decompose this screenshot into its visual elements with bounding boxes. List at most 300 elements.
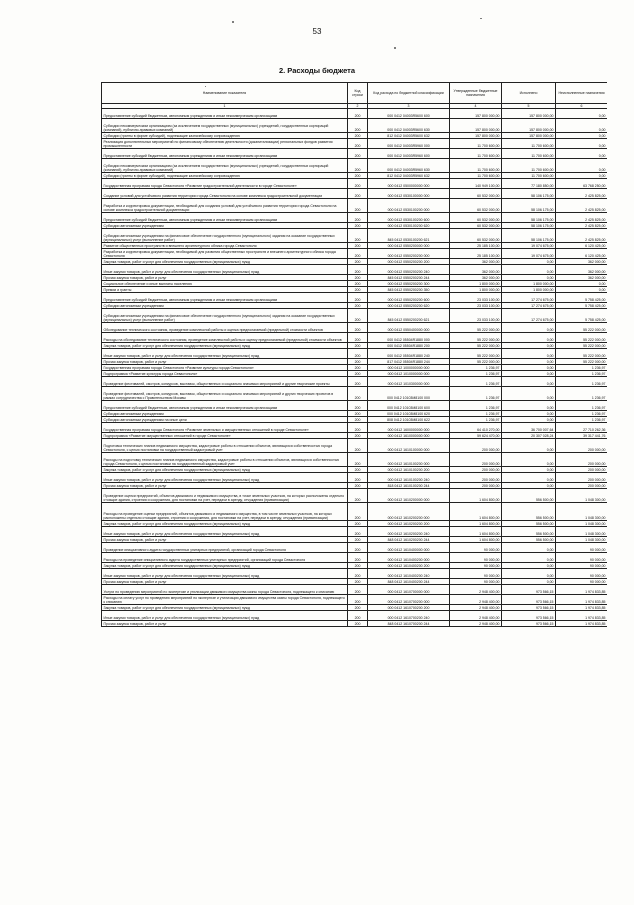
row-classification-cell: 000 0412 05504R1880 000 [368, 333, 450, 343]
header-approved: Утвержденные бюджетные назначения [450, 83, 502, 104]
row-executed-cell: 973 566,15 [502, 595, 556, 605]
row-approved-cell: 55 222 000,00 [450, 349, 502, 359]
row-name-cell: Субсидии автономным учреждениям на финансовое обеспечение государственного (муниципального) задания на оказание государственных (муниципальных) услуг (выполнение работ) [102, 229, 348, 243]
table-row [102, 423, 608, 433]
row-code-cell: 200 [348, 473, 368, 483]
row-name-cell: Обследование технического состояния, проведение комплексной работы и оценка предполагаемой (предельной) стоимости объектов [102, 323, 348, 333]
row-code-cell: 200 [348, 483, 368, 489]
row-approved-cell: 1 236,97 [450, 365, 502, 371]
row-approved-cell: 23 033 100,00 [450, 303, 502, 309]
row-classification-cell: 000 0412 04003R5960 630 [368, 159, 450, 173]
row-classification-cell: 000 0412 0550200200 240 [368, 265, 450, 275]
row-approved-cell: 1 604 800,00 [450, 537, 502, 543]
row-remaining-cell: 1 236,97 [556, 417, 608, 423]
table-row [102, 109, 608, 119]
header-code: Код строки [348, 83, 368, 104]
table-row [102, 173, 608, 179]
row-classification-cell: 000 0412 0550200200 600 [368, 293, 450, 303]
row-name-cell: Государственная программа города Севастополя «Развитие земельных и имущественных отношений в городе Севастополе» [102, 423, 348, 433]
table-row [102, 349, 608, 359]
row-approved-cell: 1 236,97 [450, 387, 502, 401]
row-remaining-cell: 1 236,97 [556, 377, 608, 387]
row-name-cell: Прочая закупка товаров, работ и услуг [102, 621, 348, 627]
row-approved-cell: 11 700 600,00 [450, 173, 502, 179]
row-code-cell: 200 [348, 359, 368, 365]
row-approved-cell: 200 000,00 [450, 439, 502, 453]
row-remaining-cell: 2 425 825,00 [556, 223, 608, 229]
row-classification-cell: 000 0412 1610700200 000 [368, 595, 450, 605]
row-classification-cell: 000 0412 04003R5960 000 [368, 139, 450, 149]
row-classification-cell: 812 0412 04003R5600 632 [368, 133, 450, 139]
row-code-cell: 200 [348, 287, 368, 293]
row-remaining-cell: 2 425 825,00 [556, 213, 608, 223]
row-approved-cell: 1 236,97 [450, 377, 502, 387]
row-code-cell: 200 [348, 365, 368, 371]
row-classification-cell: 000 0412 0550200200 200 [368, 259, 450, 265]
table-row [102, 199, 608, 213]
row-executed-cell: 0,00 [502, 371, 556, 377]
row-classification-cell: 845 0412 0530100200 621 [368, 229, 450, 243]
row-executed-cell: 11 700 600,00 [502, 149, 556, 159]
row-executed-cell: 0,00 [502, 569, 556, 579]
row-executed-cell: 0,00 [502, 467, 556, 473]
row-name-cell: Иные закупки товаров, работ и услуг для обеспечения государственных (муниципальных) нужд [102, 527, 348, 537]
row-remaining-cell: 1 974 833,85 [556, 585, 608, 595]
row-name-cell: Закупка товаров, работ и услуг для обеспечения государственных (муниципальных) нужд [102, 605, 348, 611]
row-approved-cell: 200 000,00 [450, 467, 502, 473]
row-executed-cell: 1 800 000,00 [502, 287, 556, 293]
row-approved-cell: 2 948 400,00 [450, 621, 502, 627]
row-executed-cell: 58 106 175,00 [502, 189, 556, 199]
row-name-cell: Прочая закупка товаров, работ и услуг [102, 275, 348, 281]
row-classification-cell: 000 0412 0550200000 000 [368, 243, 450, 249]
row-remaining-cell: 1 048 300,00 [556, 527, 608, 537]
row-approved-cell: 362 000,00 [450, 259, 502, 265]
row-executed-cell: 0,00 [502, 377, 556, 387]
row-classification-cell: 000 0412 0530100200 000 [368, 199, 450, 213]
row-code-cell: 200 [348, 199, 368, 213]
row-name-cell: Разработка и корректировка документации, необходимой для развития общественных пространств и внешнего архитектурного облика города Севастополя [102, 249, 348, 259]
table-row [102, 189, 608, 199]
row-approved-cell: 157 800 000,00 [450, 133, 502, 139]
row-remaining-cell: 55 222 000,00 [556, 323, 608, 333]
row-approved-cell: 1 236,97 [450, 401, 502, 411]
row-executed-cell: 0,00 [502, 439, 556, 453]
row-approved-cell: 1 604 800,00 [450, 489, 502, 503]
row-executed-cell: 0,00 [502, 333, 556, 343]
row-executed-cell: 36 700 007,64 [502, 423, 556, 433]
row-approved-cell: 1 604 800,00 [450, 527, 502, 537]
row-approved-cell: 90 000,00 [450, 569, 502, 579]
table-row [102, 489, 608, 503]
row-name-cell: Закупка товаров, работ и услуг для обеспечения государственных (муниципальных) нужд [102, 343, 348, 349]
row-remaining-cell: 90 000,00 [556, 579, 608, 585]
row-executed-cell: 0,00 [502, 359, 556, 365]
table-row [102, 503, 608, 521]
row-remaining-cell: 362 000,00 [556, 265, 608, 275]
row-classification-cell: 000 0412 05504R1880 240 [368, 349, 450, 359]
row-code-cell: 200 [348, 417, 368, 423]
row-approved-cell: 2 948 400,00 [450, 611, 502, 621]
column-number: 6 [556, 104, 608, 109]
row-executed-cell: 0,00 [502, 323, 556, 333]
row-code-cell: 200 [348, 401, 368, 411]
row-name-cell: Предоставление субсидий бюджетным, автономным учреждениям и иным некоммерческим организациям [102, 109, 348, 119]
row-name-cell: Субсидии (гранты в форме субсидий), подлежащие казначейскому сопровождению [102, 173, 348, 179]
row-remaining-cell: 39 317 441,76 [556, 433, 608, 439]
row-approved-cell: 90 000,00 [450, 543, 502, 553]
scan-speck [394, 47, 396, 49]
row-name-cell: Прочая закупка товаров, работ и услуг [102, 483, 348, 489]
row-classification-cell: 000 0412 04003R5960 600 [368, 149, 450, 159]
row-remaining-cell: 200 000,00 [556, 439, 608, 453]
table-row [102, 387, 608, 401]
row-executed-cell: 0,00 [502, 265, 556, 275]
row-name-cell: Развитие общественных пространств и внешнего архитектурного облика города Севастополя [102, 243, 348, 249]
row-name-cell: Субсидии автономным учреждениям на иные цели [102, 417, 348, 423]
row-code-cell: 200 [348, 139, 368, 149]
row-executed-cell: 0,00 [502, 473, 556, 483]
header-classification: Код расхода по бюджетной классификации [368, 83, 450, 104]
row-name-cell: Субсидии некоммерческим организациям (за исключением государственных (муниципальных) учреждений, государственных корпораций (компаний), публично-правовых компаний) [102, 119, 348, 133]
row-approved-cell: 25 185 100,00 [450, 243, 502, 249]
row-executed-cell: 58 106 175,00 [502, 213, 556, 223]
table-row [102, 149, 608, 159]
row-remaining-cell: 200 000,00 [556, 473, 608, 483]
row-remaining-cell: 0,00 [556, 119, 608, 133]
table-row [102, 213, 608, 223]
row-approved-cell: 55 222 000,00 [450, 359, 502, 365]
row-code-cell: 200 [348, 149, 368, 159]
row-executed-cell: 0,00 [502, 453, 556, 467]
row-executed-cell: 973 566,15 [502, 605, 556, 611]
row-code-cell: 200 [348, 537, 368, 543]
row-classification-cell: 845 0412 0550200200 244 [368, 275, 450, 281]
row-classification-cell: 000 0412 0530100200 600 [368, 213, 450, 223]
row-name-cell: Проведение фестивалей, смотров, конкурсов, выставок, общественных и социально значимых мероприятий и другие творческие проекты [102, 377, 348, 387]
table-row [102, 333, 608, 343]
row-classification-cell: 000 0412 1610700000 000 [368, 585, 450, 595]
table-row [102, 133, 608, 139]
row-executed-cell: 973 566,15 [502, 611, 556, 621]
row-code-cell: 200 [348, 439, 368, 453]
table-row [102, 595, 608, 605]
row-classification-cell: 000 0412 0530100200 620 [368, 223, 450, 229]
row-classification-cell: 000 0412 0550200200 620 [368, 303, 450, 309]
row-name-cell: Услуги по проведению мероприятий по экспертизе и утилизации движимого имущества казны города Севастополя, подлежащего к списанию [102, 585, 348, 595]
row-approved-cell: 55 222 000,00 [450, 323, 502, 333]
row-name-cell: Иные закупки товаров, работ и услуг для обеспечения государственных (муниципальных) нужд [102, 569, 348, 579]
row-name-cell: Разработка и корректировка документации, необходимой для создания условий для устойчивого развития территории города Севастополя на основе комплекса градостроительной документации [102, 199, 348, 213]
row-remaining-cell: 90 000,00 [556, 543, 608, 553]
row-classification-cell: 000 0412 04003R5600 600 [368, 109, 450, 119]
row-executed-cell: 0,00 [502, 349, 556, 359]
row-remaining-cell: 1 974 833,85 [556, 621, 608, 627]
row-approved-cell: 11 700 600,00 [450, 149, 502, 159]
table-row [102, 293, 608, 303]
table-row [102, 265, 608, 275]
row-approved-cell: 1 604 800,00 [450, 503, 502, 521]
row-executed-cell: 19 074 675,00 [502, 243, 556, 249]
row-executed-cell: 58 106 175,00 [502, 199, 556, 213]
row-executed-cell: 17 274 675,00 [502, 309, 556, 323]
row-name-cell: Предоставление субсидий бюджетным, автономным учреждениям и иным некоммерческим организациям [102, 401, 348, 411]
row-executed-cell: 19 074 675,00 [502, 249, 556, 259]
row-code-cell: 200 [348, 621, 368, 627]
row-remaining-cell: 1 048 300,00 [556, 489, 608, 503]
row-classification-cell: 817 0412 05504R1880 244 [368, 359, 450, 365]
row-remaining-cell: 55 222 000,00 [556, 349, 608, 359]
row-remaining-cell: 1 236,97 [556, 401, 608, 411]
row-classification-cell: 000 0412 1610100200 200 [368, 467, 450, 473]
row-remaining-cell: 0,00 [556, 133, 608, 139]
row-executed-cell: 556 500,00 [502, 527, 556, 537]
row-classification-cell: 000 0412 10103M8100 600 [368, 401, 450, 411]
row-code-cell: 200 [348, 275, 368, 281]
table-row [102, 309, 608, 323]
row-executed-cell: 0,00 [502, 563, 556, 569]
row-classification-cell: 000 0412 1610200200 000 [368, 503, 450, 521]
row-name-cell: Субсидии некоммерческим организациям (за исключением государственных (муниципальных) учреждений, государственных корпораций (компаний), публично-правовых компаний) [102, 159, 348, 173]
row-remaining-cell: 0,00 [556, 173, 608, 179]
row-code-cell: 200 [348, 543, 368, 553]
row-executed-cell: 20 307 028,24 [502, 433, 556, 439]
row-classification-cell: 000 0412 1610700200 200 [368, 605, 450, 611]
row-remaining-cell: 1 236,97 [556, 365, 608, 371]
row-approved-cell: 23 033 100,00 [450, 309, 502, 323]
table-row [102, 323, 608, 333]
table-row [102, 569, 608, 579]
row-executed-cell: 0,00 [502, 417, 556, 423]
row-executed-cell: 556 500,00 [502, 537, 556, 543]
row-code-cell: 200 [348, 371, 368, 377]
row-code-cell: 200 [348, 503, 368, 521]
page-number: 53 [312, 27, 322, 36]
table-row [102, 621, 608, 627]
row-classification-cell: 000 0412 1610100200 000 [368, 453, 450, 467]
row-name-cell: Социальное обеспечение и иные выплаты населению [102, 281, 348, 287]
table-row [102, 453, 608, 467]
column-number: 4 [450, 104, 502, 109]
table-row [102, 527, 608, 537]
row-executed-cell: 0,00 [502, 275, 556, 281]
row-code-cell: 200 [348, 303, 368, 309]
row-classification-cell: 000 0412 1610400200 000 [368, 553, 450, 563]
budget-expenses-table [101, 82, 607, 627]
row-code-cell: 200 [348, 333, 368, 343]
row-classification-cell: 000 0412 1610700200 240 [368, 611, 450, 621]
row-remaining-cell: 90 000,00 [556, 563, 608, 569]
table-row [102, 243, 608, 249]
row-executed-cell: 0,00 [502, 365, 556, 371]
row-remaining-cell: 5 758 425,00 [556, 309, 608, 323]
table-row [102, 433, 608, 439]
row-executed-cell: 556 500,00 [502, 503, 556, 521]
row-approved-cell: 90 000,00 [450, 553, 502, 563]
row-approved-cell: 11 700 600,00 [450, 139, 502, 149]
row-executed-cell: 17 274 675,00 [502, 293, 556, 303]
row-approved-cell: 60 532 000,00 [450, 213, 502, 223]
row-code-cell: 200 [348, 309, 368, 323]
row-code-cell: 200 [348, 585, 368, 595]
column-number: 5 [502, 104, 556, 109]
row-remaining-cell: 1 236,97 [556, 387, 608, 401]
row-executed-cell: 0,00 [502, 543, 556, 553]
row-classification-cell: 000 0412 0530100000 000 [368, 189, 450, 199]
scan-speck [480, 18, 482, 19]
row-classification-cell: 000 0412 04003R5600 630 [368, 119, 450, 133]
row-executed-cell: 77 180 850,00 [502, 179, 556, 189]
row-code-cell: 200 [348, 173, 368, 179]
row-approved-cell: 60 532 000,00 [450, 223, 502, 229]
row-name-cell: Субсидии (гранты в форме субсидий), подлежащие казначейскому сопровождению [102, 133, 348, 139]
row-approved-cell: 90 000,00 [450, 563, 502, 569]
row-approved-cell: 55 222 000,00 [450, 343, 502, 349]
row-classification-cell: 812 0412 04003R5960 632 [368, 173, 450, 179]
row-name-cell: Расходы на подготовку технических планов недвижимого имущества, кадастровые работы в отношении объектов, являющихся собственностью города Севастополя, с целью постановки на государственный кадастровый учет [102, 453, 348, 467]
row-approved-cell: 2 948 400,00 [450, 585, 502, 595]
row-remaining-cell: 362 000,00 [556, 259, 608, 265]
row-name-cell: Закупка товаров, работ и услуг для обеспечения государственных (муниципальных) нужд [102, 563, 348, 569]
row-executed-cell: 157 800 000,00 [502, 133, 556, 139]
table-row [102, 229, 608, 243]
row-remaining-cell: 2 425 825,00 [556, 229, 608, 243]
row-code-cell: 200 [348, 259, 368, 265]
row-approved-cell: 1 800 000,00 [450, 287, 502, 293]
row-remaining-cell: 6 120 425,00 [556, 243, 608, 249]
table-row [102, 401, 608, 411]
row-code-cell: 200 [348, 133, 368, 139]
table-row [102, 553, 608, 563]
row-remaining-cell: 1 974 833,85 [556, 611, 608, 621]
row-remaining-cell: 1 048 300,00 [556, 537, 608, 543]
row-code-cell: 200 [348, 349, 368, 359]
row-remaining-cell: 63 768 250,00 [556, 179, 608, 189]
row-name-cell: Государственная программа города Севастополя «Развитие культуры города Севастополя» [102, 365, 348, 371]
row-remaining-cell: 55 222 000,00 [556, 333, 608, 343]
row-remaining-cell: 2 425 825,00 [556, 199, 608, 213]
row-code-cell: 200 [348, 159, 368, 173]
row-executed-cell: 556 500,00 [502, 489, 556, 503]
table-row [102, 159, 608, 173]
row-code-cell: 200 [348, 579, 368, 585]
row-name-cell: Прочая закупка товаров, работ и услуг [102, 579, 348, 585]
table-row [102, 611, 608, 621]
column-number: 3 [368, 104, 450, 109]
row-name-cell: Предоставление субсидий бюджетным, автономным учреждениям и иным некоммерческим организациям [102, 293, 348, 303]
table-row [102, 585, 608, 595]
row-name-cell: Реализация дополнительных мероприятий по финансовому обеспечению деятельности (докапитализации) региональных фондов развития промышленности [102, 139, 348, 149]
row-classification-cell: 000 0412 10103M8100 620 [368, 411, 450, 417]
row-approved-cell: 55 222 000,00 [450, 333, 502, 343]
row-name-cell: Субсидии автономным учреждениям [102, 411, 348, 417]
row-name-cell: Подпрограмма «Развитие культуры города Севастополя» [102, 371, 348, 377]
row-classification-cell: 848 0412 1610200200 244 [368, 537, 450, 543]
table-row [102, 543, 608, 553]
row-remaining-cell: 0,00 [556, 159, 608, 173]
row-code-cell: 200 [348, 243, 368, 249]
row-code-cell: 200 [348, 563, 368, 569]
row-code-cell: 200 [348, 189, 368, 199]
row-classification-cell: 000 0412 1610400000 000 [368, 543, 450, 553]
row-name-cell: Иные закупки товаров, работ и услуг для обеспечения государственных (муниципальных) нужд [102, 265, 348, 275]
row-approved-cell: 23 033 100,00 [450, 293, 502, 303]
row-remaining-cell: 200 000,00 [556, 483, 608, 489]
row-name-cell: Закупка товаров, работ и услуг для обеспечения государственных (муниципальных) нужд [102, 259, 348, 265]
row-remaining-cell: 1 236,97 [556, 371, 608, 377]
row-code-cell: 200 [348, 281, 368, 287]
row-remaining-cell: 1 048 300,00 [556, 521, 608, 527]
row-code-cell: 200 [348, 223, 368, 229]
table-row [102, 249, 608, 259]
row-approved-cell: 157 800 000,00 [450, 109, 502, 119]
row-remaining-cell: 5 758 425,00 [556, 293, 608, 303]
row-code-cell: 200 [348, 595, 368, 605]
row-code-cell: 200 [348, 323, 368, 333]
row-classification-cell: 000 0412 0500000000 000 [368, 179, 450, 189]
table-body [102, 109, 608, 627]
row-approved-cell: 90 000,00 [450, 579, 502, 585]
row-classification-cell: 000 0412 1610400200 200 [368, 563, 450, 569]
row-approved-cell: 59 624 470,00 [450, 433, 502, 439]
row-classification-cell: 000 0412 1010300000 000 [368, 377, 450, 387]
row-classification-cell: 848 0412 1610700200 244 [368, 621, 450, 627]
table-header-row [102, 83, 608, 104]
row-classification-cell: 000 0412 1600000000 000 [368, 423, 450, 433]
row-remaining-cell: 6 120 425,00 [556, 249, 608, 259]
row-executed-cell: 0,00 [502, 553, 556, 563]
row-name-cell: Расходы на оплату услуг по проведению мероприятий по экспертизе и утилизации движимого имущества казны города Севастополя, подлежащего к списанию [102, 595, 348, 605]
row-approved-cell: 1 800 000,00 [450, 281, 502, 287]
row-executed-cell: 0,00 [502, 343, 556, 349]
row-classification-cell: 000 0412 1610200000 000 [368, 489, 450, 503]
row-code-cell: 200 [348, 527, 368, 537]
row-name-cell: Расходы на проведение инициативного аудита государственных унитарных предприятий, организаций города Севастополя [102, 553, 348, 563]
expenses-table-container [101, 82, 607, 848]
row-remaining-cell: 0,00 [556, 287, 608, 293]
scan-speck [205, 86, 206, 87]
row-name-cell: Прочая закупка товаров, работ и услуг [102, 359, 348, 365]
row-name-cell: Прочая закупка товаров, работ и услуг [102, 537, 348, 543]
row-code-cell: 200 [348, 453, 368, 467]
row-classification-cell: 000 0412 1610100200 240 [368, 473, 450, 483]
row-code-cell: 200 [348, 229, 368, 243]
row-classification-cell: 000 0412 1610200200 240 [368, 527, 450, 537]
table-row [102, 377, 608, 387]
row-name-cell: Субсидии автономным учреждениям [102, 223, 348, 229]
row-executed-cell: 11 700 600,00 [502, 173, 556, 179]
row-name-cell: Расходы на обследование технического состояния, проведение комплексной работы и оценку предполагаемой (предельной) стоимости объектов [102, 333, 348, 343]
row-executed-cell: 0,00 [502, 483, 556, 489]
row-classification-cell: 000 0412 1610400200 240 [368, 569, 450, 579]
row-code-cell: 200 [348, 553, 368, 563]
row-executed-cell: 0,00 [502, 259, 556, 265]
section-title: 2. Расходы бюджета [278, 66, 356, 75]
row-approved-cell: 140 949 100,00 [450, 179, 502, 189]
row-name-cell: Закупка товаров, работ и услуг для обеспечения государственных (муниципальных) нужд [102, 467, 348, 473]
row-name-cell: Субсидии автономным учреждениям [102, 303, 348, 309]
row-name-cell: Проведение фестивалей, смотров, конкурсов, выставок, общественных и социально значимых мероприятий и других творческих проектов в рамках сотрудничества с Правительством Москвы [102, 387, 348, 401]
row-code-cell: 200 [348, 569, 368, 579]
row-approved-cell: 11 700 600,00 [450, 159, 502, 173]
row-code-cell: 200 [348, 387, 368, 401]
header-name: Наименование показателя [102, 83, 348, 104]
row-classification-cell: 818 0412 1610100200 244 [368, 483, 450, 489]
row-code-cell: 200 [348, 265, 368, 275]
row-executed-cell: 157 800 000,00 [502, 109, 556, 119]
row-code-cell: 200 [348, 489, 368, 503]
row-executed-cell: 0,00 [502, 411, 556, 417]
